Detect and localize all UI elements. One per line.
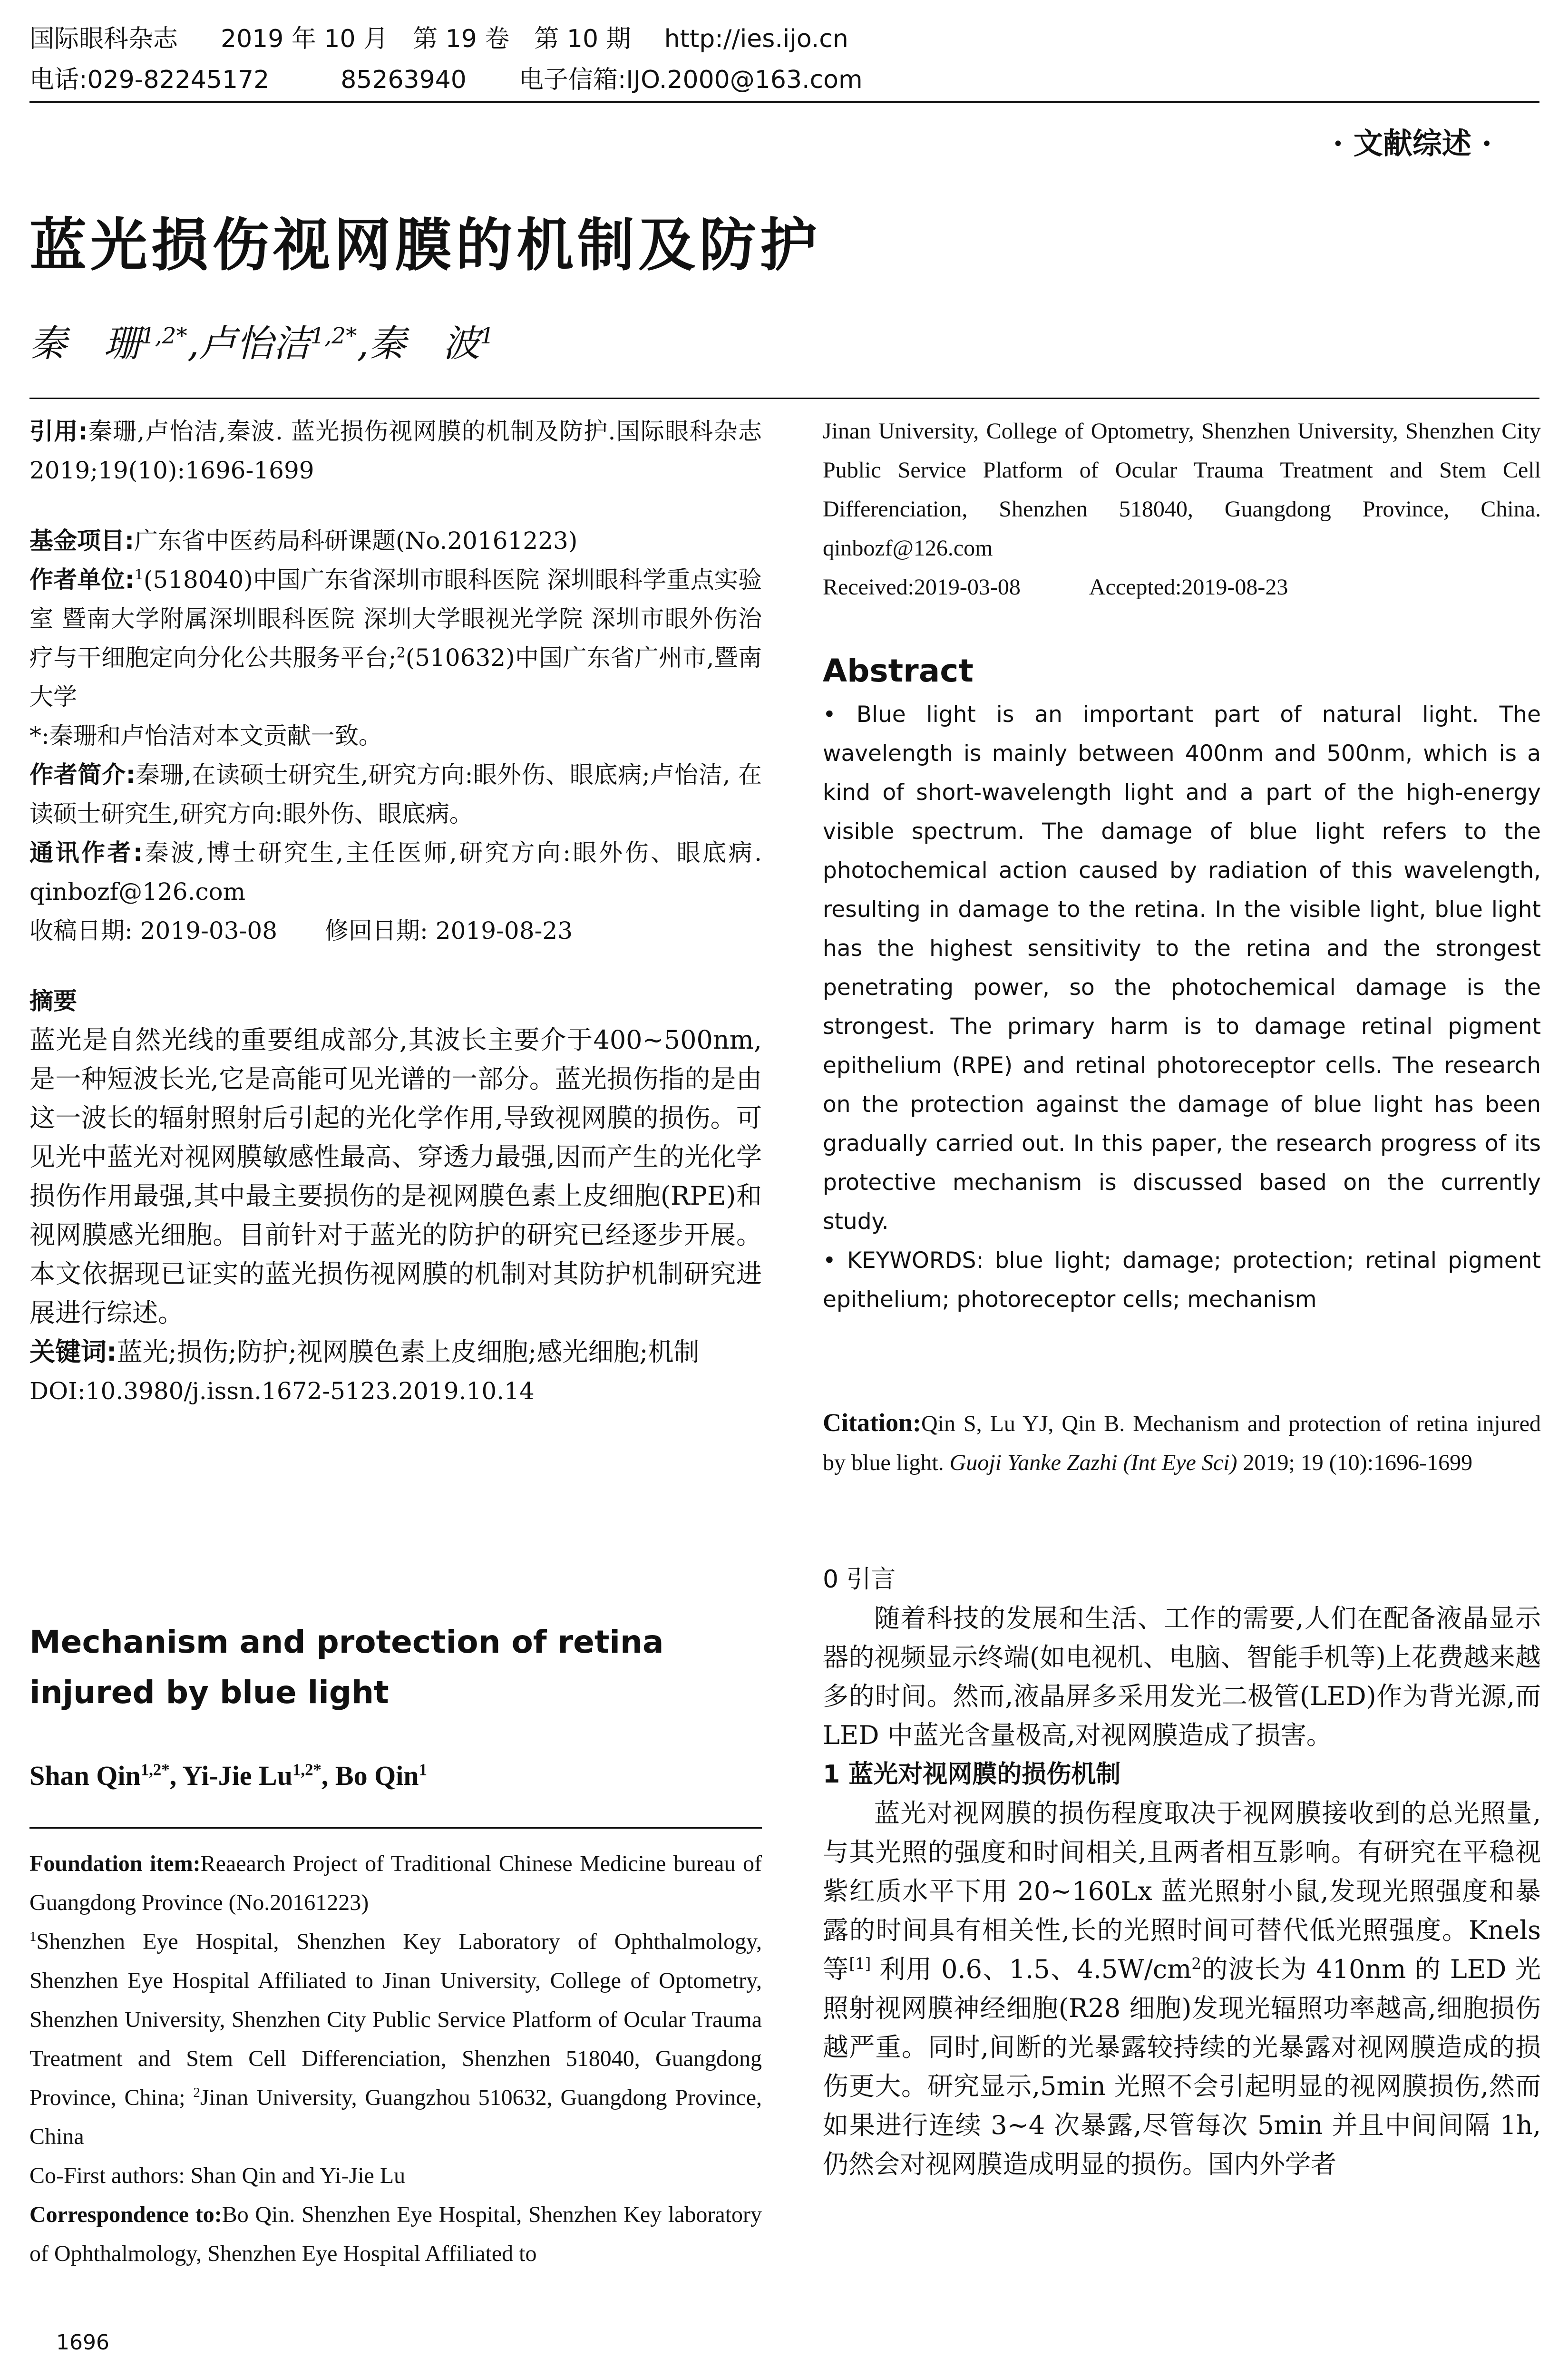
section-1-text: 蓝光对视网膜的损伤程度取决于视网膜接收到的总光照量,与其光照的强度和时间相关,且两者相互影响。有研究在平稳视紫红质水平下用 20~160Lx 蓝光照射小鼠,发现光照强度和暴露的时间具有相关性,长的光照时间可替代低光照强度。Knels 等[1] 利用 0.6、1.5、$4.5W/cm^2$的波长为 410nm 的 LED 光照射视网膜神经细胞(R28 细胞)发现光辐照功率越高,细胞损伤越严重。同时,间断的光暴露较持续的光暴露对视网膜造成的损伤更大。研究显示,5min 光照不会引起明显的视网膜损伤,然而如果进行连续 3~4 次暴露,尽管每次 5min 并且中间间隔 1h,仍然会对视网膜造成明显的损伤。国内外学者 — [823, 1798, 1541, 2179]
keywords-cn: 关键词:蓝光;损伤;防护;视网膜色素上皮细胞;感光细胞;机制 — [29, 1337, 700, 1367]
keywords-en: • KEYWORDS: blue light; damage; protection; retinal pigment epithelium; photoreceptor cells; mechanism — [823, 1247, 1541, 1313]
header-journal-line — [29, 24, 848, 54]
dates-cn: 收稿日期: 2019-03-08 修回日期: 2019-08-23 — [29, 917, 573, 945]
abstract-en-heading: Abstract — [823, 653, 974, 689]
phone: 电话:029-82245172 — [29, 66, 270, 94]
issue-info: 2019 年 10 月 第 19 卷 第 10 期 — [221, 25, 631, 53]
english-authors: Shan Qin$^{1,2*}$, Yi-Jie $Lu^{1,2*}$, Bo Qin$^1$ — [29, 1760, 427, 1791]
phone-2: 85263940 — [341, 66, 467, 94]
author-1: 秦 珊 — [29, 322, 141, 365]
section-1-heading: 1 蓝光对视网膜的损伤机制 — [823, 1760, 1121, 1789]
english-front-matter — [29, 1844, 762, 2273]
article-title: 蓝光损伤视网膜的机制及防护 — [29, 213, 821, 279]
cofirst-en: Co-First authors: Shan Qin and Yi-Jie Lu — [29, 2163, 406, 2188]
bio-cn: 作者简介:秦珊,在读硕士研究生,研究方向:眼外伤、眼底病;卢怡洁, 在读硕士研究生,研究方向:眼外伤、眼底病。 — [29, 761, 762, 828]
unit-cn: 作者单位:$^1$(518040)中国广东省深圳市眼科医院 深圳眼科学重点实验室 暨南大学附属深圳眼科医院 深圳大学眼视光学院 深圳市眼外伤治疗与干细胞定向分化公共服务平台;$^2$(510632)中国广东省广州市,暨南大学 — [29, 566, 762, 711]
header-rule — [29, 101, 1539, 103]
author-3-sup: 1 — [480, 323, 495, 349]
author-rule — [29, 398, 1539, 399]
author-3: ,秦 波 — [357, 322, 480, 365]
fund-cn: 基金项目:广东省中医药局科研课题(No.20161223) — [29, 527, 578, 555]
author-2: ,卢怡洁 — [187, 322, 311, 365]
english-title: Mechanism and protection of retina injured by blue light — [29, 1624, 664, 1711]
author-1-sup: 1,2* — [141, 323, 187, 349]
received-accepted: Received:2019-03-08 Accepted:2019-08-23 — [823, 575, 1288, 600]
abstract-cn-text: 蓝光是自然光线的重要组成部分,其波长主要介于400~500nm,是一种短波长光,它是高能可见光谱的一部分。蓝光损伤指的是由这一波长的辐射照射后引起的光化学作用,导致视网膜的损伤。可见光中蓝光对视网膜敏感性最高、穿透力最强,因而产生的光化学损伤作用最强,其中最主要损伤的是视网膜色素上皮细胞(RPE)和视网膜感光细胞。目前针对于蓝光的防护的研究已经逐步开展。本文依据现已证实的蓝光损伤视网膜的机制对其防护机制研究进展进行综述。 — [29, 1025, 762, 1328]
correspondence-en-cont: Jinan University, College of Optometry, Shenzhen University, Shenzhen City Public Service Platform of Ocular Trauma Treatment and Stem Cell Differenciation, Shenzhen 518040, Guangdong Province, China. qinbozf@126.com — [823, 419, 1541, 561]
abstract-cn-heading: 摘要 — [29, 987, 77, 1015]
author-line — [29, 314, 494, 367]
author-2-sup: 1,2* — [310, 323, 357, 349]
correspondence-en: Correspondence to:Bo Qin. Shenzhen Eye Hospital, Shenzhen Key laboratory of Ophthalmology, Shenzhen Eye Hospital Affiliated to — [29, 2202, 762, 2266]
corr-cn: 通讯作者:秦波,博士研究生,主任医师,研究方向:眼外伤、眼底病. qinbozf@126.com — [29, 839, 762, 906]
page-number: 1696 — [56, 2330, 109, 2355]
english-author-rule — [29, 1827, 762, 1829]
right-correspondence — [823, 412, 1541, 607]
body-right — [823, 1560, 1541, 2184]
foundation-en: Foundation item:Reaearch Project of Traditional Chinese Medicine bureau of Guangdong Province (No.20161223) — [29, 1851, 762, 1915]
journal-url[interactable]: http://ies.ijo.cn — [664, 25, 848, 53]
journal-name: 国际眼科杂志 — [29, 25, 178, 53]
left-column — [29, 412, 762, 1411]
citation-en: Citation:Qin S, Lu YJ, Qin B. Mechanism and protection of retina injured by blue light. Guoji Yanke Zazhi (Int Eye Sci) 2019; 19 (10):1696-1699 — [823, 1408, 1541, 1475]
email: 电子信箱:IJO.2000@163.com — [518, 66, 863, 94]
section-0-text: 随着科技的发展和生活、工作的需要,人们在配备液晶显示器的视频显示终端(如电视机、电脑、智能手机等)上花费越来越多的时间。然而,液晶屏多采用发光二极管(LED)作为背光源,而 LED 中蓝光含量极高,对视网膜造成了损害。 — [823, 1603, 1541, 1750]
cofirst-cn: *:秦珊和卢怡洁对本文贡献一致。 — [29, 722, 382, 750]
doi: DOI:10.3980/j.issn.1672-5123.2019.10.14 — [29, 1377, 535, 1405]
section-0-heading: 0 引言 — [823, 1565, 896, 1594]
affiliation-en: $^1$Shenzhen Eye Hospital, Shenzhen Key Laboratory of Ophthalmology, Shenzhen Eye Hospital Affiliated to Jinan University, College of Optometry, Shenzhen University, Shenzhen City Public Service Platform of Ocular Trauma Treatment and Stem Cell Differenciation, Shenzhen 518040, Guangdong Province, China; $^2$Jinan University, Guangzhou 510632, Guangdong Province, China — [29, 1929, 762, 2149]
abstract-en-text: • Blue light is an important part of natural light. The wavelength is mainly between 400nm and 500nm, which is a kind of short-wavelength light and a part of the high-energy visible spectrum. The damage of blue light refers to the photochemical action caused by radiation of this wavelength, resulting in damage to the retina. In the visible light, blue light has the highest sensitivity to the retina and the strongest penetrating power, so the photochemical damage is the strongest. The primary harm is to damage retinal pigment epithelium (RPE) and retinal photoreceptor cells. The research on the protection against the damage of blue light has been gradually carried out. In this paper, the research progress of its protective mechanism is discussed based on the currently study. — [823, 701, 1541, 1235]
citation-cn: 引用:秦珊,卢怡洁,秦波. 蓝光损伤视网膜的机制及防护.国际眼科杂志 2019;19(10):1696-1699 — [29, 418, 762, 484]
section-tag: · 文献综述 · — [1333, 126, 1492, 161]
abstract-en — [823, 695, 1541, 1319]
header-contact-line — [29, 65, 863, 95]
